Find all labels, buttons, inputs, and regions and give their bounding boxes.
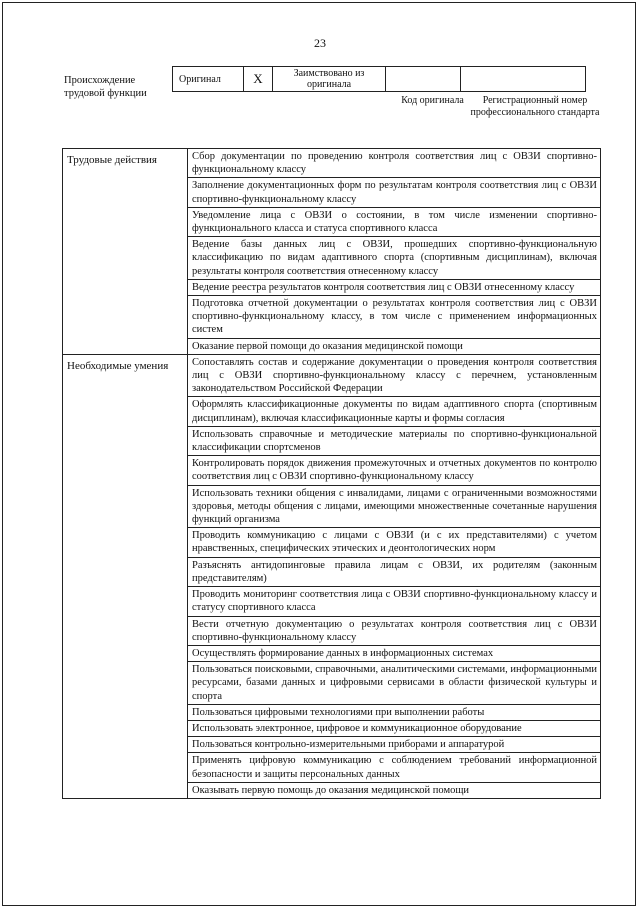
original-cell: Оригинал xyxy=(173,67,244,92)
section-item: Проводить коммуникацию с лицами с ОВЗИ (и с их представителями) с учетом нравственных, специфических этических и деонтологических норм xyxy=(188,528,601,557)
section-item: Проводить мониторинг соответствия лица с ОВЗИ спортивно-функциональному классу и статусу спортивного класса xyxy=(188,587,601,616)
reg-number-cell xyxy=(461,67,586,92)
section-item: Сбор документации по проведению контроля соответствия лиц с ОВЗИ спортивно-функциональному классу xyxy=(188,149,601,178)
section-item: Оказание первой помощи до оказания медицинской помощи xyxy=(188,338,601,354)
section-item: Ведение базы данных лиц с ОВЗИ, прошедших спортивно-функциональную классификацию по видам адаптивного спорта (спортивным дисциплинам), включая результаты контроля соответствия отнесенному классу xyxy=(188,237,601,280)
section-item: Контролировать порядок движения промежуточных и отчетных документов по контролю соответствия лиц с ОВЗИ спортивно-функциональному классу xyxy=(188,456,601,485)
section-item: Разъяснять антидопинговые правила лицам с ОВЗИ, их родителям (законным представителям) xyxy=(188,557,601,586)
function-table xyxy=(62,148,601,799)
function-table-body xyxy=(63,149,601,799)
section-item: Оформлять классификационные документы по видам адаптивного спорта (спортивным дисциплинам), включая классификационные карты и формы согласия xyxy=(188,397,601,426)
table-row xyxy=(63,149,601,178)
section-item: Пользоваться контрольно-измерительными приборами и аппаратурой xyxy=(188,737,601,753)
reg-number-label: Регистрационный номер профессионального стандарта xyxy=(470,95,600,118)
section-item: Пользоваться цифровыми технологиями при выполнении работы xyxy=(188,704,601,720)
section-title: Необходимые умения xyxy=(63,354,188,798)
section-title: Трудовые действия xyxy=(63,149,188,355)
section-item: Применять цифровую коммуникацию с соблюдением требований информационной безопасности и защиты персональных данных xyxy=(188,753,601,782)
code-cell xyxy=(386,67,461,92)
section-item: Использовать справочные и методические материалы по спортивно-функциональной классификации спортсменов xyxy=(188,426,601,455)
section-item: Оказывать первую помощь до оказания медицинской помощи xyxy=(188,782,601,798)
section-item: Ведение реестра результатов контроля соответствия лиц с ОВЗИ отнесенному классу xyxy=(188,279,601,295)
section-item: Осуществлять формирование данных в информационных системах xyxy=(188,645,601,661)
origin-table xyxy=(172,66,586,92)
section-item: Заполнение документационных форм по результатам контроля соответствия лиц с ОВЗИ спортивно-функциональному классу xyxy=(188,178,601,207)
page-number: 23 xyxy=(314,36,326,50)
borrowed-cell: Заимствовано из оригинала xyxy=(273,67,386,92)
section-item: Сопоставлять состав и содержание документации о проведения контроля соответствия лиц с ОВЗИ спортивно-функциональному классу с перечнем, установленным законодательством Российской Федерации xyxy=(188,354,601,397)
table-row xyxy=(63,354,601,397)
section-item: Уведомление лица с ОВЗИ о состоянии, в том числе изменении спортивно-функционального класса и статуса спортивного класса xyxy=(188,207,601,236)
section-item: Использовать электронное, цифровое и коммуникационное оборудование xyxy=(188,720,601,736)
section-item: Подготовка отчетной документации о результатах контроля соответствия лиц с ОВЗИ спортивно-функциональному классу, в том числе с применением информационных систем xyxy=(188,296,601,339)
section-item: Вести отчетную документацию о результатах контроля соответствия лиц с ОВЗИ спортивно-функциональному классу xyxy=(188,616,601,645)
section-item: Использовать техники общения с инвалидами, лицами с ограниченными возможностями здоровья, методы общения с лицами, имеющими множественные сочетанные нарушения функций организма xyxy=(188,485,601,528)
origin-label: Происхождение трудовой функции xyxy=(64,75,147,99)
code-label: Код оригинала xyxy=(401,95,464,106)
section-item: Пользоваться поисковыми, справочными, аналитическими системами, информационными ресурсами, базами данных и цифровыми сервисами в области физической культуры и спорта xyxy=(188,662,601,705)
original-mark: X xyxy=(244,67,273,92)
